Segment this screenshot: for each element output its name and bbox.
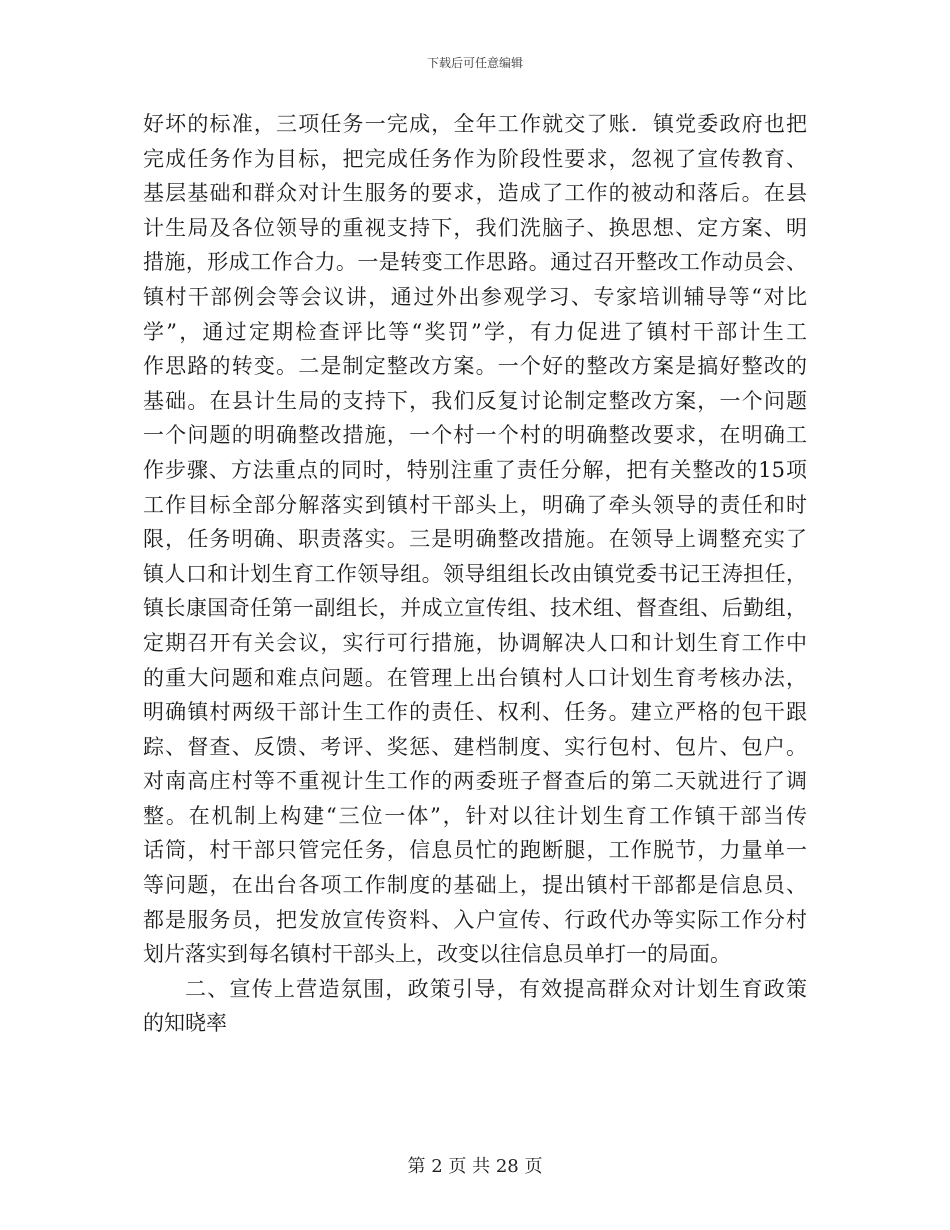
document-body [143, 107, 807, 1041]
body-line: 镇长康国奇任第一副组长，并成立宣传组、技术组、督查组、后勤组， [143, 596, 807, 621]
body-line: 计生局及各位领导的重视支持下，我们洗脑子、换思想、定方案、明 [143, 215, 807, 240]
body-line: 完成任务作为目标，把完成任务作为阶段性要求，忽视了宣传教育、 [143, 146, 807, 171]
body-line: 定期召开有关会议，实行可行措施，协调解决人口和计划生育工作中 [143, 630, 807, 655]
body-line: 整。在机制上构建“三位一体”，针对以往计划生育工作镇干部当传 [143, 803, 807, 828]
section-heading-line: 的知晓率 [143, 1011, 227, 1036]
body-line: 都是服务员，把发放宣传资料、入户宣传、行政代办等实际工作分村 [143, 907, 807, 932]
body-line: 一个问题的明确整改措施，一个村一个村的明确整改要求，在明确工 [143, 423, 807, 448]
body-line: 等问题，在出台各项工作制度的基础上，提出镇村干部都是信息员、 [143, 873, 807, 898]
body-line: 限，任务明确、职责落实。三是明确整改措施。在领导上调整充实了 [143, 527, 807, 552]
body-line: 划片落实到每名镇村干部头上，改变以往信息员单打一的局面。 [143, 942, 731, 967]
header-note: 下载后可任意编辑 [426, 56, 523, 70]
body-line: 基层基础和群众对计生服务的要求，造成了工作的被动和落后。在县 [143, 181, 807, 206]
body-line: 镇人口和计划生育工作领导组。领导组组长改由镇党委书记王涛担任， [143, 561, 807, 586]
body-line: 工作目标全部分解落实到镇村干部头上，明确了牵头领导的责任和时 [143, 492, 807, 517]
body-line: 镇村干部例会等会议讲，通过外出参观学习、专家培训辅导等“对比 [143, 284, 807, 309]
body-line: 作思路的转变。二是制定整改方案。一个好的整改方案是搞好整改的 [143, 354, 807, 379]
body-line: 明确镇村两级干部计生工作的责任、权利、任务。建立严格的包干跟 [143, 700, 807, 725]
body-line: 好坏的标准，三项任务一完成，全年工作就交了账．镇党委政府也把 [143, 112, 807, 136]
body-line: 学”，通过定期检查评比等“奖罚”学，有力促进了镇村干部计生工 [143, 319, 807, 344]
page-number: 第 2 页 共 28 页 [407, 1156, 543, 1177]
body-line: 的重大问题和难点问题。在管理上出台镇村人口计划生育考核办法， [143, 665, 807, 690]
section-heading-line: 二、宣传上营造氛围，政策引导，有效提高群众对计划生育政策 [185, 976, 807, 1001]
body-line: 基础。在县计生局的支持下，我们反复讨论制定整改方案，一个问题 [143, 388, 807, 413]
body-line: 作步骤、方法重点的同时，特别注重了责任分解，把有关整改的15项 [143, 457, 807, 482]
body-line: 措施，形成工作合力。一是转变工作思路。通过召开整改工作动员会、 [143, 250, 807, 275]
body-line: 对南高庄村等不重视计生工作的两委班子督查后的第二天就进行了调 [143, 769, 807, 794]
body-line: 话筒，村干部只管完任务，信息员忙的跑断腿，工作脱节，力量单一 [143, 838, 807, 863]
body-line: 踪、督查、反馈、考评、奖惩、建档制度、实行包村、包片、包户。 [143, 734, 807, 759]
